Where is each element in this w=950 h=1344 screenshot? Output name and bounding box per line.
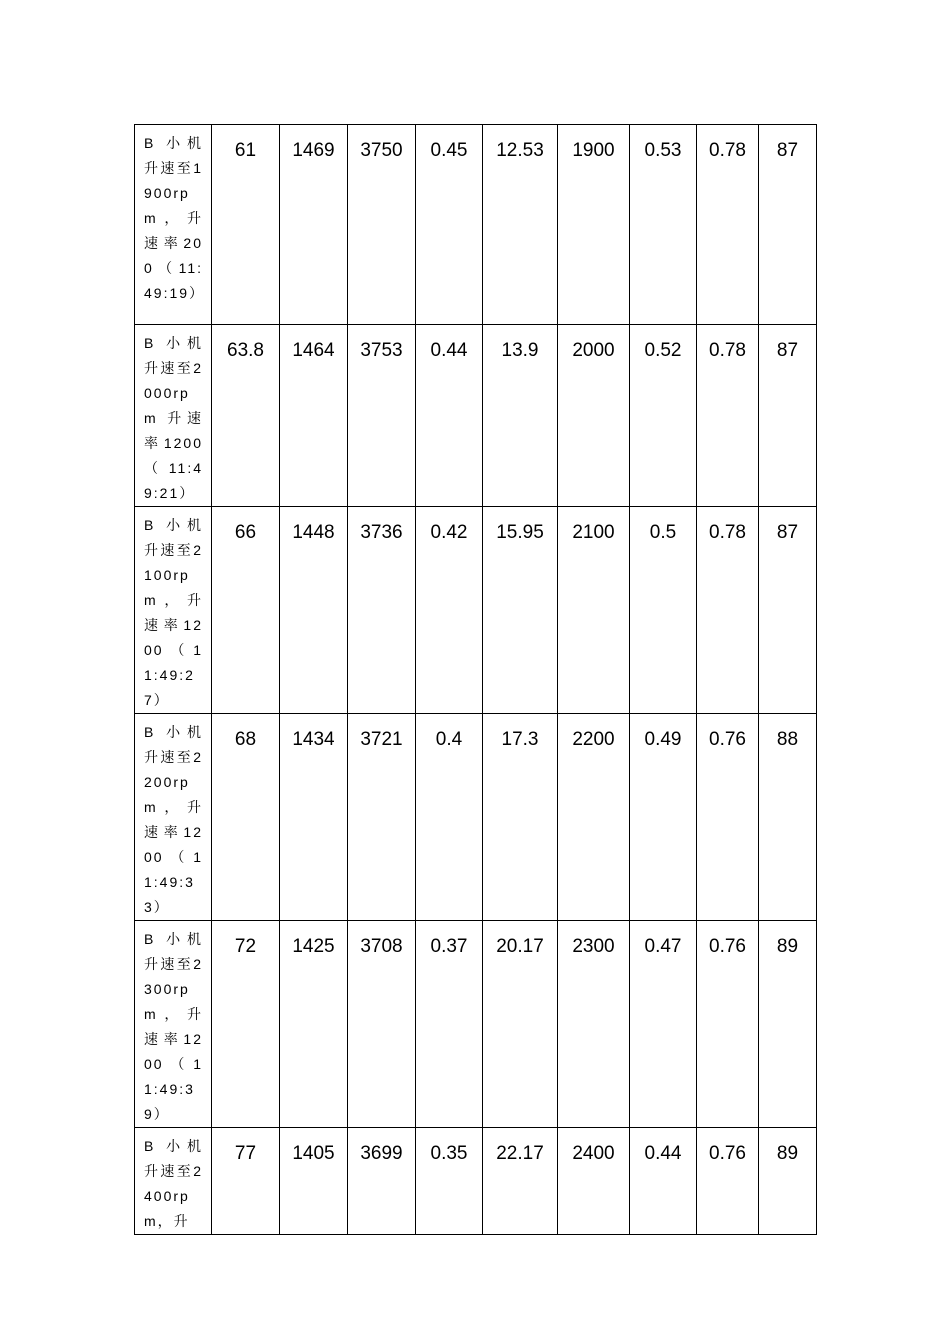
table-cell: 87 — [759, 125, 817, 325]
table-cell: 3750 — [348, 125, 416, 325]
table-cell: 0.45 — [416, 125, 483, 325]
table-cell: 88 — [759, 714, 817, 921]
table-cell: 2200 — [558, 714, 630, 921]
table-cell: 3699 — [348, 1128, 416, 1235]
data-table — [134, 124, 817, 1235]
table-cell: 0.78 — [697, 507, 759, 714]
table-cell: 77 — [212, 1128, 280, 1235]
table-cell: 20.17 — [483, 921, 558, 1128]
table-cell: 1900 — [558, 125, 630, 325]
table-cell: 87 — [759, 507, 817, 714]
table-cell: 61 — [212, 125, 280, 325]
table-cell: 87 — [759, 325, 817, 507]
table-row — [135, 325, 817, 507]
table-cell: 12.53 — [483, 125, 558, 325]
table-cell: 2400 — [558, 1128, 630, 1235]
table-cell: 0.37 — [416, 921, 483, 1128]
table-cell: 15.95 — [483, 507, 558, 714]
row-description: B 小机升速至2400rpm，升 — [135, 1128, 212, 1235]
table-cell: 0.53 — [630, 125, 697, 325]
table-cell: 0.78 — [697, 125, 759, 325]
table-cell: 0.49 — [630, 714, 697, 921]
table-cell: 0.4 — [416, 714, 483, 921]
table-cell: 1469 — [280, 125, 348, 325]
table-cell: 89 — [759, 921, 817, 1128]
table-cell: 0.35 — [416, 1128, 483, 1235]
table-cell: 1448 — [280, 507, 348, 714]
row-description: B 小机升速至1900rpm，升速率200（11:49:19） — [135, 125, 212, 325]
table-cell: 3721 — [348, 714, 416, 921]
table-cell: 13.9 — [483, 325, 558, 507]
table-cell: 2300 — [558, 921, 630, 1128]
row-description: B 小机升速至2100rpm，升速率1200（11:49:27） — [135, 507, 212, 714]
table-cell: 66 — [212, 507, 280, 714]
row-description: B 小机升速至2300rpm，升速率1200（11:49:39） — [135, 921, 212, 1128]
row-description: B 小机升速至2000rpm 升速率1200（11:49:21） — [135, 325, 212, 507]
table-cell: 72 — [212, 921, 280, 1128]
table-row — [135, 714, 817, 921]
table-cell: 1425 — [280, 921, 348, 1128]
table-cell: 3736 — [348, 507, 416, 714]
table-cell: 0.42 — [416, 507, 483, 714]
table-cell: 0.44 — [416, 325, 483, 507]
table-cell: 63.8 — [212, 325, 280, 507]
row-description: B 小机升速至2200rpm，升速率1200（11:49:33） — [135, 714, 212, 921]
table-cell: 3708 — [348, 921, 416, 1128]
table-cell: 22.17 — [483, 1128, 558, 1235]
table-cell: 89 — [759, 1128, 817, 1235]
table-cell: 0.78 — [697, 325, 759, 507]
table-row — [135, 1128, 817, 1235]
table-cell: 0.76 — [697, 921, 759, 1128]
table-cell: 2000 — [558, 325, 630, 507]
table-cell: 1464 — [280, 325, 348, 507]
table-cell: 0.44 — [630, 1128, 697, 1235]
table-row — [135, 921, 817, 1128]
table-cell: 2100 — [558, 507, 630, 714]
table-cell: 3753 — [348, 325, 416, 507]
table-row — [135, 125, 817, 325]
table-cell: 17.3 — [483, 714, 558, 921]
table-cell: 1434 — [280, 714, 348, 921]
table-cell: 0.76 — [697, 1128, 759, 1235]
table-cell: 0.47 — [630, 921, 697, 1128]
table-cell: 0.76 — [697, 714, 759, 921]
table-row — [135, 507, 817, 714]
table-cell: 1405 — [280, 1128, 348, 1235]
table-cell: 0.52 — [630, 325, 697, 507]
table-cell: 68 — [212, 714, 280, 921]
table-cell: 0.5 — [630, 507, 697, 714]
